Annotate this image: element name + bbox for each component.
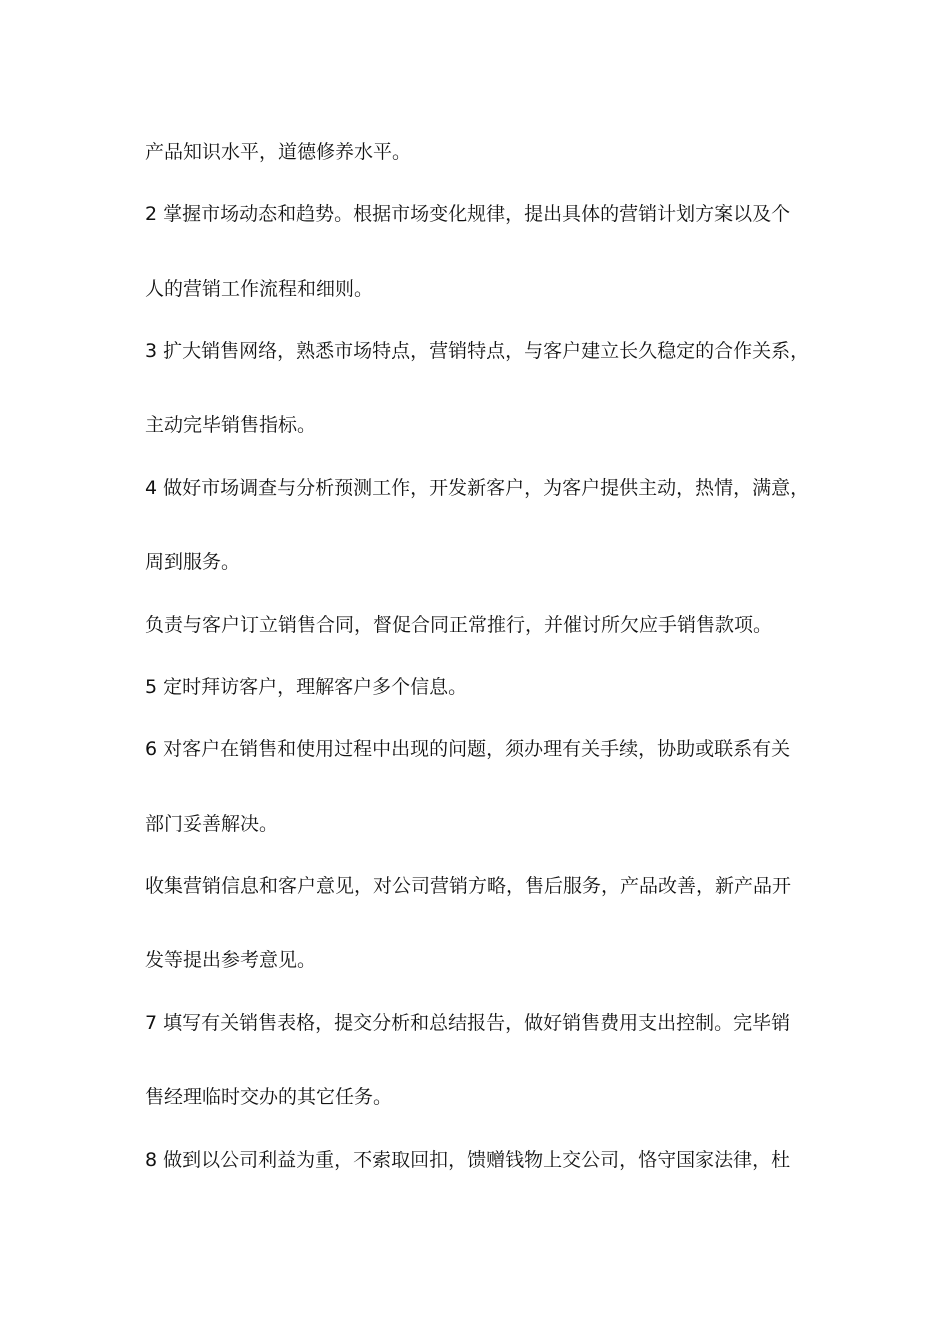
text-line: 周到服务。 [145, 551, 241, 573]
text-line: 售经理临时交办的其它任务。 [145, 1086, 393, 1108]
text-line: 部门妥善解决。 [145, 813, 279, 835]
text-line: 主动完毕销售指标。 [145, 414, 317, 436]
text-line: 发等提出参考意见。 [145, 949, 317, 971]
text-line: 7 填写有关销售表格，提交分析和总结报告，做好销售费用支出控制。完毕销 [145, 1012, 791, 1034]
text-line: 人的营销工作流程和细则。 [145, 278, 374, 300]
text-line: 收集营销信息和客户意见，对公司营销方略，售后服务，产品改善，新产品开 [145, 875, 792, 897]
text-line: 4 做好市场调查与分析预测工作，开发新客户，为客户提供主动，热情，满意， [145, 477, 810, 499]
text-line: 3 扩大销售网络，熟悉市场特点，营销特点，与客户建立长久稳定的合作关系， [145, 340, 810, 362]
text-line: 负责与客户订立销售合同，督促合同正常推行，并催讨所欠应手销售款项。 [145, 614, 773, 636]
text-line: 8 做到以公司利益为重，不索取回扣，馈赠钱物上交公司，恪守国家法律，杜 [145, 1149, 791, 1171]
text-line: 产品知识水平，道德修养水平。 [145, 141, 412, 163]
text-line: 5 定时拜访客户，理解客户多个信息。 [145, 676, 468, 698]
text-line: 6 对客户在销售和使用过程中出现的问题，须办理有关手续，协助或联系有关 [145, 738, 791, 760]
text-line: 2 掌握市场动态和趋势。根据市场变化规律，提出具体的营销计划方案以及个 [145, 203, 791, 225]
